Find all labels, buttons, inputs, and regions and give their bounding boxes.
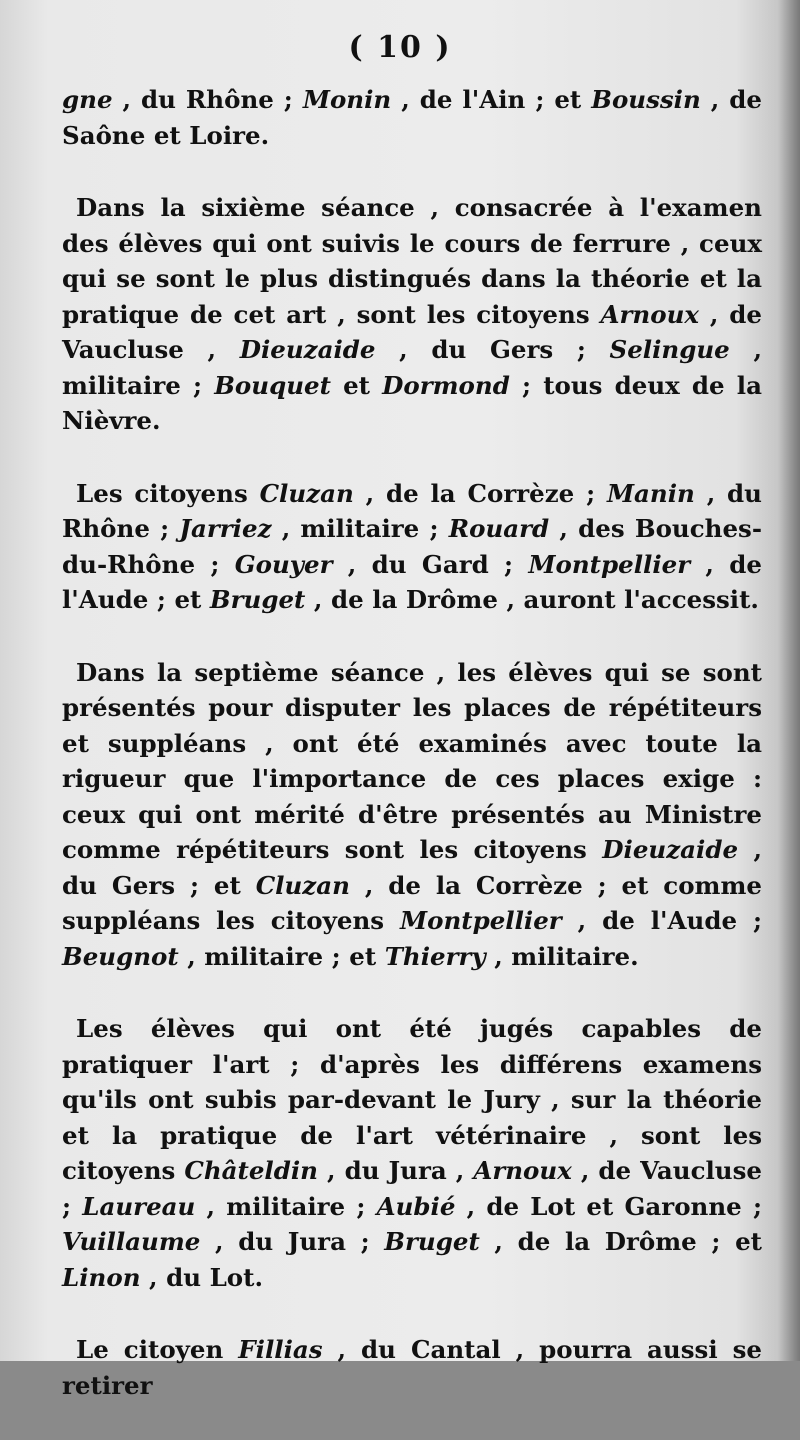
paragraph	[62, 190, 762, 439]
person-name: Jarriez	[179, 514, 272, 543]
person-name: Cluzan	[255, 870, 350, 900]
text-run: , de Vaucluse ,	[62, 299, 762, 364]
text-run: , militaire ;	[271, 514, 449, 543]
text-run: , de Vaucluse ;	[62, 1156, 762, 1221]
person-name: Thierry	[384, 941, 486, 971]
person-name: Fillias	[238, 1335, 323, 1364]
text-run: ; tous deux de la Nièvre.	[62, 370, 762, 435]
person-name: Selingue	[609, 335, 730, 364]
person-name: Dormond	[382, 370, 510, 400]
person-name: Montpellier	[399, 906, 562, 935]
text-run: , du Lot.	[140, 1262, 263, 1292]
text-run: , de Saône et Loire.	[62, 85, 763, 150]
text-run: et	[330, 370, 383, 400]
person-name: Bruget	[384, 1227, 480, 1256]
person-name: Châteldin	[184, 1156, 318, 1185]
text-run: , du Cantal , pourra aussi se retirer	[62, 1335, 762, 1400]
person-name: Vuillaume	[62, 1227, 201, 1256]
page-edge-shadow	[778, 0, 800, 1361]
text-run: , de la Drôme ; et	[479, 1227, 763, 1256]
person-name: Rouard	[448, 514, 550, 543]
paragraph	[62, 1011, 762, 1295]
text-run: , du Jura ;	[200, 1227, 385, 1256]
person-name: Bruget	[209, 585, 306, 614]
text-run: Les élèves qui ont été jugés capables de pratiquer l'art ; d'après les différens examens qu'ils ont subis par-devant le Jury , sur la théorie et la pratique de l'art vétérinaire , sont les citoyens	[62, 1014, 762, 1185]
person-name: Bouquet	[214, 370, 331, 400]
person-name: Linon	[62, 1262, 141, 1292]
text-run: , de l'Aude ; et	[62, 549, 762, 614]
text-run: , du Gard ;	[332, 549, 529, 579]
text-run: , militaire.	[485, 941, 639, 971]
text-run: , militaire ; et	[178, 941, 385, 971]
text-run: , du Rhône ;	[62, 478, 762, 543]
text-run: , des Bouches-du-Rhône ;	[62, 514, 763, 579]
text-run: , de l'Ain ; et	[391, 85, 592, 114]
text-run: , du Rhône ;	[112, 85, 303, 114]
body-text	[62, 82, 762, 1440]
paragraph	[62, 82, 762, 153]
text-run: , de la Corrèze ; et comme suppléans les citoyens	[62, 870, 762, 935]
text-run: , militaire ;	[195, 1191, 377, 1221]
person-name: Dieuzaide	[239, 335, 376, 364]
person-name: Manin	[606, 478, 695, 508]
text-run: , de la Drôme , auront l'accessit.	[305, 585, 759, 614]
paragraph	[62, 655, 762, 975]
person-name: Cluzan	[259, 478, 354, 508]
text-run: Dans la sixième séance , consacrée à l'examen des élèves qui ont suivis le cours de ferrure , ceux qui se sont le plus distingués dans la théorie et la pratique de cet art , sont les citoyens	[62, 193, 762, 329]
person-name: Monin	[302, 85, 392, 114]
page-number: ( 10 )	[348, 30, 452, 65]
text-run: Les citoyens	[76, 478, 260, 508]
person-name: Gouyer	[234, 549, 333, 579]
text-run: Le citoyen	[76, 1335, 239, 1364]
person-name: Arnoux	[473, 1156, 572, 1185]
text-run: , du Jura ,	[318, 1156, 474, 1185]
paragraph	[62, 1332, 762, 1403]
paragraph	[62, 476, 762, 618]
text-run: , de la Corrèze ;	[353, 478, 607, 508]
text-run: , militaire ;	[62, 335, 762, 400]
person-name: Montpellier	[528, 549, 691, 579]
text-run: , du Gers ; et	[62, 835, 762, 900]
text-run: Dans la septième séance , les élèves qui se sont présentés pour disputer les places de répétiteurs et suppléans , ont été examinés avec toute la rigueur que l'importance de ces places exige : ceux qui ont mérité d'être présentés au Ministre comme répétiteurs sont les citoyens	[62, 657, 762, 864]
person-name: Boussin	[591, 85, 701, 114]
person-name: Laureau	[82, 1191, 196, 1221]
text-run: , du Gers ;	[375, 335, 610, 364]
person-name: Aubié	[376, 1191, 456, 1221]
person-name: Dieuzaide	[602, 835, 739, 864]
person-name: Beugnot	[62, 941, 179, 971]
person-name: Arnoux	[600, 299, 699, 329]
text-run: , de l'Aude ;	[561, 906, 762, 935]
text-run: , de Lot et Garonne ;	[455, 1191, 762, 1221]
person-name: gne	[62, 85, 113, 114]
